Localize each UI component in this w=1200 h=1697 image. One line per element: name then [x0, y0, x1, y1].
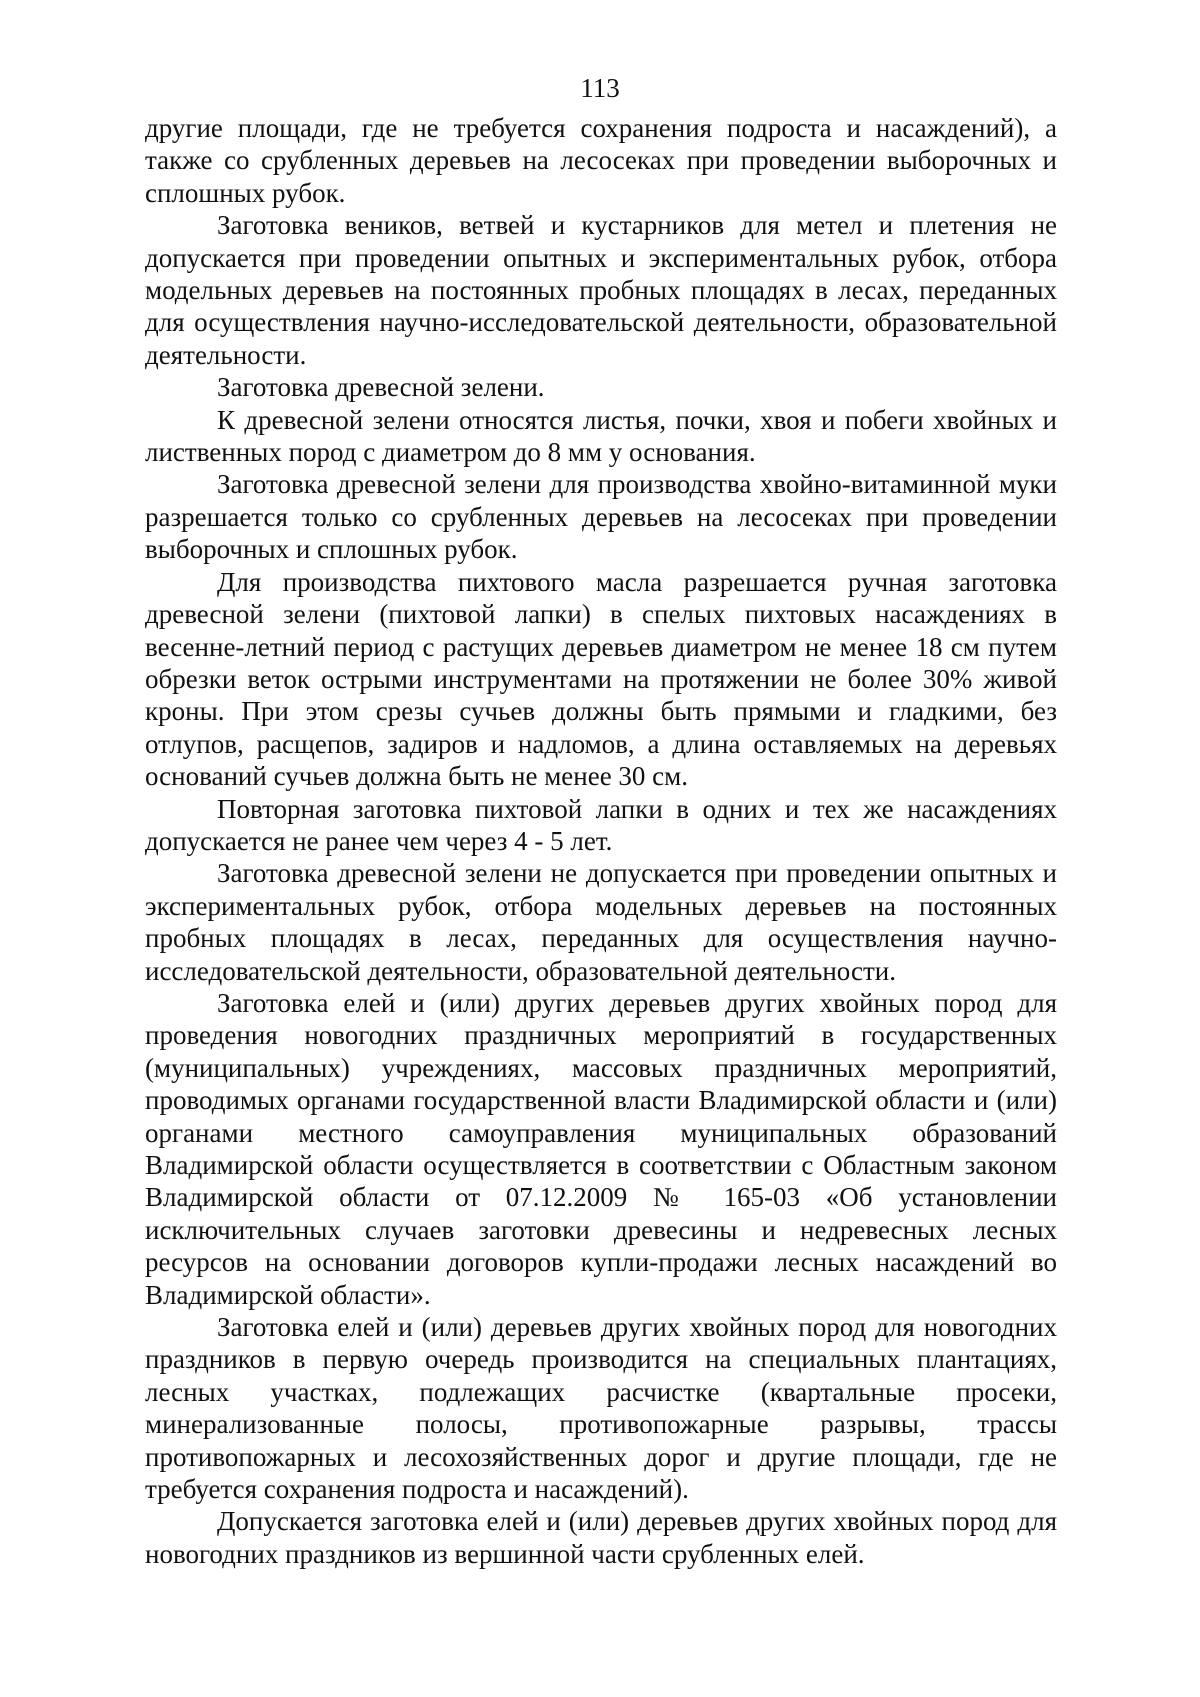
paragraph: Заготовка древесной зелени не допускается при проведении опытных и экспериментальных рубок, отбора модельных деревьев на постоянных пробных площадях в лесах, переданных для осуществления научно-исследовательской деятельности, образовательной деятельности.	[145, 858, 1057, 986]
paragraph: Заготовка древесной зелени.	[217, 372, 545, 403]
paragraph: Допускается заготовка елей и (или) деревьев других хвойных пород для новогодних праздников из вершинной части срубленных елей.	[145, 1506, 1057, 1569]
paragraph: Заготовка древесной зелени для производства хвойно-витаминной муки разрешается только со срубленных деревьев на лесосеках при проведении выборочных и сплошных рубок.	[145, 469, 1057, 565]
paragraph: Для производства пихтового масла разрешается ручная заготовка древесной зелени (пихтовой лапки) в спелых пихтовых насаждениях в весенне-летний период с растущих деревьев диаметром не менее 18 см путем обрезки веток острыми инструментами на протяжении не более 30% живой кроны. При этом срезы сучьев должны быть прямыми и гладкими, без отлупов, расщепов, задиров и надломов, а длина оставляемых на деревьях оснований сучьев должна быть не менее 30 см.	[145, 566, 1057, 792]
paragraph: К древесной зелени относятся листья, почки, хвоя и побеги хвойных и лиственных пород с диаметром до 8 мм у основания.	[145, 404, 1057, 468]
body-text	[145, 112, 1057, 1570]
paragraph-continuation: другие площади, где не требуется сохранения подроста и насаждений), а также со срубленных деревьев на лесосеках при проведении выборочных и сплошных рубок.	[145, 113, 1057, 208]
paragraph: Заготовка елей и (или) деревьев других хвойных пород для новогодних праздников в первую очередь производится на специальных плантациях, лесных участках, подлежащих расчистке (квартальные просеки, минерализованные полосы, противопожарные разрывы, трассы противопожарных и лесохозяйственных дорог и другие площади, где не требуется сохранения подроста и насаждений).	[145, 1312, 1057, 1505]
paragraph: Повторная заготовка пихтовой лапки в одних и тех же насаждениях допускается не ранее чем через 4 - 5 лет.	[145, 793, 1057, 856]
paragraph: Заготовка веников, ветвей и кустарников для метел и плетения не допускается при проведении опытных и экспериментальных рубок, отбора модельных деревьев на постоянных пробных площадях в лесах, переданных для осуществления научно-исследовательской деятельности, образовательной деятельности.	[145, 210, 1057, 370]
paragraph: Заготовка елей и (или) других деревьев других хвойных пород для проведения новогодних праздничных мероприятий в государственных (муниципальных) учреждениях, массовых праздничных мероприятий, проводимых органами государственной власти Владимирской области и (или) органами местного самоуправления муниципальных образований Владимирской области осуществляется в соответствии с Областным законом Владимирской области от 07.12.2009 № 165-03 «Об установлении исключительных случаев заготовки древесины и недревесных лесных ресурсов на основании договоров купли-продажи лесных насаждений во Владимирской области».	[145, 987, 1057, 1310]
page-number: 113	[580, 73, 620, 103]
